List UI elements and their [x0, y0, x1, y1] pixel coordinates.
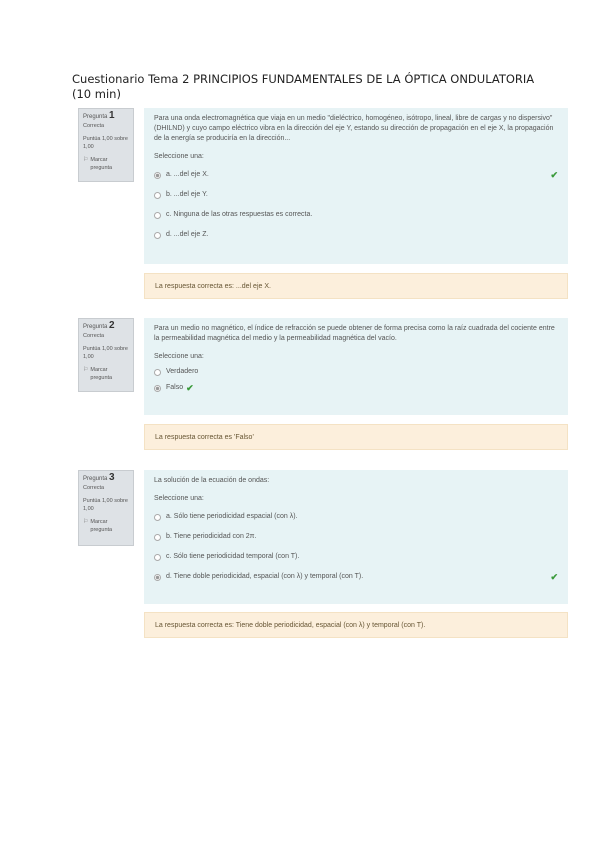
flag-question-link[interactable] [83, 519, 129, 534]
answer-label: d. ...del eje Z. [166, 231, 209, 238]
question-score: Puntúa 1,00 sobre 1,00 [83, 346, 128, 360]
answer-prompt: Seleccione una: [154, 353, 204, 360]
radio-button[interactable] [154, 192, 161, 199]
answer-label: Verdadero [166, 368, 199, 375]
flag-icon: ⚐ [83, 519, 89, 525]
question-status: Correcta [83, 484, 105, 491]
question-label: Pregunta [83, 324, 108, 330]
question-number: 2 [109, 320, 115, 331]
question-text: Para una onda electromagnética que viaja en un medio "dieléctrico, homogéneo, isótropo, lineal, libre de cargas y no dispersivo" (DHILND) y cuyo campo eléctrico vibra en la dirección del eje Y, estando su dirección de propagación en el eje X, la propagación de la energía se produciría en la dirección... [154, 115, 554, 142]
check-icon: ✔ [186, 383, 194, 393]
answer-option-b[interactable] [154, 185, 558, 205]
answer-option-a[interactable] [154, 507, 558, 527]
answer-label: b. ...del eje Y. [166, 191, 208, 198]
flag-question-link[interactable] [83, 367, 129, 382]
question-label: Pregunta [83, 476, 108, 482]
check-icon: ✔ [550, 170, 558, 180]
answer-label: a. Sólo tiene periodicidad espacial (con λ). [166, 513, 298, 520]
radio-button[interactable] [154, 554, 161, 561]
correct-answer-feedback: La respuesta correcta es: Tiene doble periodicidad, espacial (con λ) y temporal (con T). [144, 612, 568, 638]
radio-button[interactable] [154, 385, 161, 392]
flag-question-link[interactable] [83, 157, 129, 172]
question-info [78, 470, 134, 546]
answer-label: Falso [166, 384, 184, 391]
flag-label: Marcar pregunta [90, 157, 113, 171]
answer-label: c. Ninguna de las otras respuestas es correcta. [166, 211, 313, 218]
correct-answer-feedback: La respuesta correcta es 'Falso' [144, 424, 568, 450]
question-info [78, 318, 134, 392]
answer-label: d. Tiene doble periodicidad, espacial (con λ) y temporal (con T). [166, 573, 364, 580]
answer-option-a[interactable] [154, 165, 558, 185]
question-status: Correcta [83, 122, 105, 129]
flag-icon: ⚐ [83, 157, 89, 163]
answer-option-b[interactable] [154, 527, 558, 547]
radio-button[interactable] [154, 574, 161, 581]
answer-prompt: Seleccione una: [154, 153, 204, 160]
correct-answer-feedback: La respuesta correcta es: ...del eje X. [144, 273, 568, 299]
answer-label: a. ...del eje X. [166, 171, 209, 178]
check-icon: ✔ [550, 572, 558, 582]
flag-label: Marcar pregunta [90, 519, 113, 533]
question-content [144, 318, 568, 415]
page-title: Cuestionario Tema 2 PRINCIPIOS FUNDAMENTALES DE LA ÓPTICA ONDULATORIA (10 min) [72, 72, 535, 101]
radio-button[interactable] [154, 534, 161, 541]
answer-label: b. Tiene periodicidad con 2π. [166, 533, 257, 540]
question-number: 1 [109, 110, 115, 121]
question-text: La solución de la ecuación de ondas: [154, 477, 270, 484]
answer-option-c[interactable] [154, 547, 558, 567]
question-content [144, 108, 568, 264]
answer-option-d[interactable] [154, 225, 558, 245]
radio-button[interactable] [154, 514, 161, 521]
flag-icon: ⚐ [83, 367, 89, 373]
radio-button[interactable] [154, 232, 161, 239]
answer-prompt: Seleccione una: [154, 495, 204, 502]
answer-option-d[interactable] [154, 567, 558, 587]
radio-button[interactable] [154, 369, 161, 376]
flag-label: Marcar pregunta [90, 367, 113, 381]
answer-option-false[interactable] [154, 381, 558, 395]
question-score: Puntúa 1,00 sobre 1,00 [83, 136, 128, 150]
question-info [78, 108, 134, 182]
radio-button[interactable] [154, 212, 161, 219]
radio-button[interactable] [154, 172, 161, 179]
question-score: Puntúa 1,00 sobre 1,00 [83, 498, 128, 512]
question-label: Pregunta [83, 114, 108, 120]
answer-option-true[interactable] [154, 365, 558, 379]
question-status: Correcta [83, 332, 105, 339]
answer-label: c. Sólo tiene periodicidad temporal (con T). [166, 553, 300, 560]
question-text: Para un medio no magnético, el índice de refracción se puede obtener de forma precisa como la raíz cuadrada del cociente entre la permeabilidad magnética del medio y la permeabilidad magnética del vacío. [154, 325, 555, 342]
answer-option-c[interactable] [154, 205, 558, 225]
question-content [144, 470, 568, 604]
question-number: 3 [109, 472, 115, 483]
